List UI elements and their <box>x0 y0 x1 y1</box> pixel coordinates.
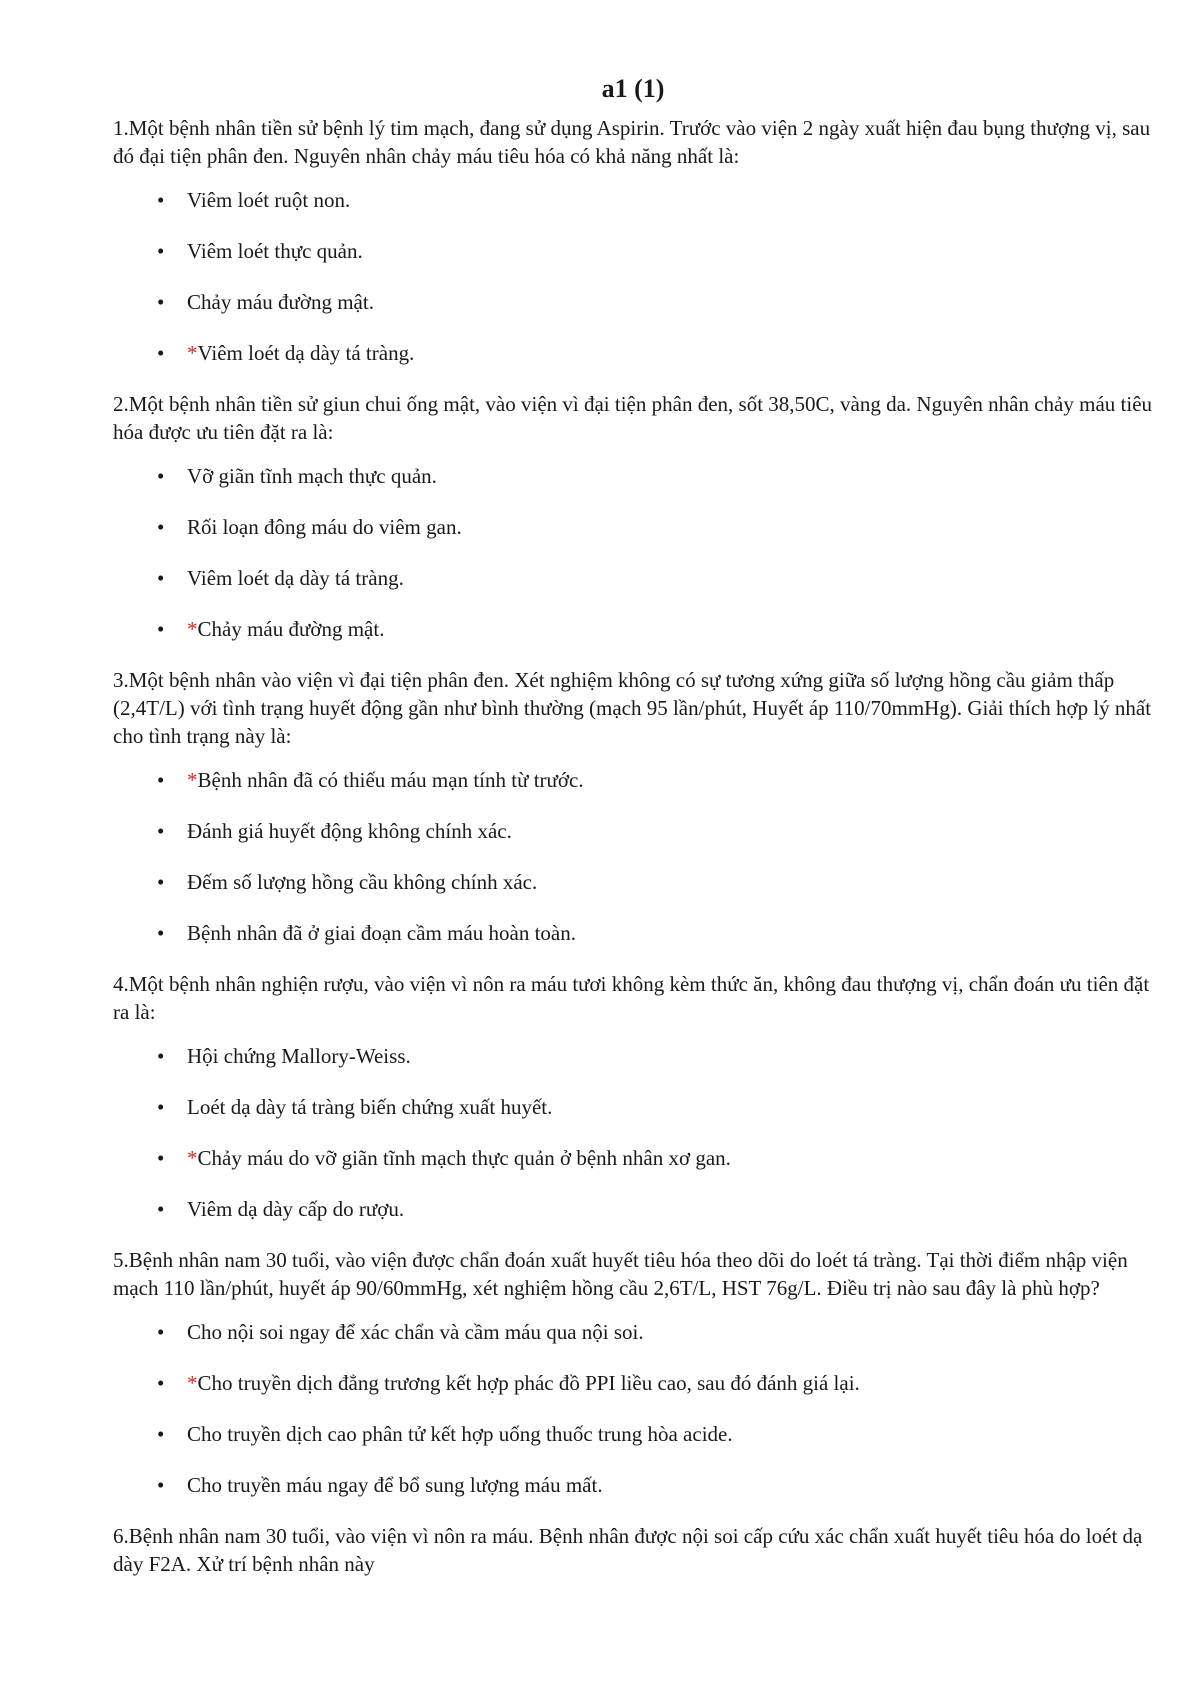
option-text: Viêm loét dạ dày tá tràng. <box>187 566 404 590</box>
option-text: Viêm loét thực quản. <box>187 239 363 263</box>
option-list <box>113 462 1153 643</box>
option-item <box>157 1195 1153 1223</box>
option-item <box>157 615 1153 643</box>
option-item <box>157 186 1153 214</box>
option-item <box>157 868 1153 896</box>
option-text: Cho truyền dịch đẳng trương kết hợp phác đồ PPI liều cao, sau đó đánh giá lại. <box>197 1371 860 1395</box>
question-stem: 2.Một bệnh nhân tiền sử giun chui ống mật, vào viện vì đại tiện phân đen, sốt 38,50C, vàng da. Nguyên nhân chảy máu tiêu hóa được ưu tiên đặt ra là: <box>113 392 1153 444</box>
option-text: Viêm dạ dày cấp do rượu. <box>187 1197 405 1221</box>
option-item <box>157 919 1153 947</box>
option-text: Rối loạn đông máu do viêm gan. <box>187 515 462 539</box>
question-2 <box>113 390 1153 643</box>
correct-marker: * <box>187 341 198 365</box>
option-item <box>157 1042 1153 1070</box>
question-stem: 4.Một bệnh nhân nghiện rượu, vào viện vì nôn ra máu tươi không kèm thức ăn, không đau thượng vị, chẩn đoán ưu tiên đặt ra là: <box>113 972 1150 1024</box>
option-text: Chảy máu đường mật. <box>197 617 385 641</box>
document-title: a1 (1) <box>601 74 665 103</box>
option-text: Chảy máu do vỡ giãn tĩnh mạch thực quản ở bệnh nhân xơ gan. <box>197 1146 731 1170</box>
option-list <box>113 1042 1153 1223</box>
question-stem: 6.Bệnh nhân nam 30 tuổi, vào viện vì nôn ra máu. Bệnh nhân được nội soi cấp cứu xác chẩn xuất huyết tiêu hóa do loét dạ dày F2A. Xử trí bệnh nhân này <box>113 1524 1143 1576</box>
question-stem: 5.Bệnh nhân nam 30 tuổi, vào viện được chẩn đoán xuất huyết tiêu hóa theo dõi do loét tá tràng. Tại thời điểm nhập viện mạch 110 lần/phút, huyết áp 90/60mmHg, xét nghiệm hồng cầu 2,6T/L, HST 76g/L. Điều trị nào sau đây là phù hợp? <box>113 1248 1128 1300</box>
option-text: Chảy máu đường mật. <box>187 290 374 314</box>
option-text: Bệnh nhân đã ở giai đoạn cầm máu hoàn toàn. <box>187 921 576 945</box>
option-item <box>157 1093 1153 1121</box>
option-item <box>157 1144 1153 1172</box>
option-item <box>157 1420 1153 1448</box>
correct-marker: * <box>187 617 198 641</box>
option-list <box>113 186 1153 367</box>
question-stem: 1.Một bệnh nhân tiền sử bệnh lý tim mạch, đang sử dụng Aspirin. Trước vào viện 2 ngày xuất hiện đau bụng thượng vị, sau đó đại tiện phân đen. Nguyên nhân chảy máu tiêu hóa có khả năng nhất là: <box>113 116 1151 168</box>
option-item <box>157 817 1153 845</box>
question-5 <box>113 1246 1153 1499</box>
question-3 <box>113 666 1153 947</box>
option-item <box>157 1471 1153 1499</box>
option-item <box>157 766 1153 794</box>
question-6 <box>113 1522 1153 1578</box>
option-text: Bệnh nhân đã có thiếu máu mạn tính từ trước. <box>197 768 584 792</box>
option-text: Loét dạ dày tá tràng biến chứng xuất huyết. <box>187 1095 553 1119</box>
option-item <box>157 513 1153 541</box>
correct-marker: * <box>187 1146 198 1170</box>
question-stem: 3.Một bệnh nhân vào viện vì đại tiện phân đen. Xét nghiệm không có sự tương xứng giữa số lượng hồng cầu giảm thấp (2,4T/L) với tình trạng huyết động gần như bình thường (mạch 95 lần/phút, Huyết áp 110/70mmHg). Giải thích hợp lý nhất cho tình trạng này là: <box>113 668 1152 748</box>
correct-marker: * <box>187 768 198 792</box>
option-text: Cho truyền máu ngay để bổ sung lượng máu mất. <box>187 1473 603 1497</box>
option-text: Viêm loét dạ dày tá tràng. <box>197 341 415 365</box>
option-list <box>113 766 1153 947</box>
question-1 <box>113 114 1153 367</box>
option-text: Viêm loét ruột non. <box>187 188 351 212</box>
question-4 <box>113 970 1153 1223</box>
option-item <box>157 462 1153 490</box>
option-text: Đếm số lượng hồng cầu không chính xác. <box>187 870 538 894</box>
option-text: Hội chứng Mallory-Weiss. <box>187 1044 411 1068</box>
option-text: Cho truyền dịch cao phân tử kết hợp uống thuốc trung hòa acide. <box>187 1422 733 1446</box>
option-item <box>157 564 1153 592</box>
option-item <box>157 237 1153 265</box>
option-item <box>157 288 1153 316</box>
option-item <box>157 1318 1153 1346</box>
option-text: Đánh giá huyết động không chính xác. <box>187 819 512 843</box>
correct-marker: * <box>187 1371 198 1395</box>
option-list <box>113 1318 1153 1499</box>
document-page <box>113 70 1153 1594</box>
option-text: Cho nội soi ngay để xác chẩn và cầm máu qua nội soi. <box>187 1320 644 1344</box>
option-text: Vỡ giãn tĩnh mạch thực quản. <box>187 464 437 488</box>
option-item <box>157 1369 1153 1397</box>
option-item <box>157 339 1153 367</box>
